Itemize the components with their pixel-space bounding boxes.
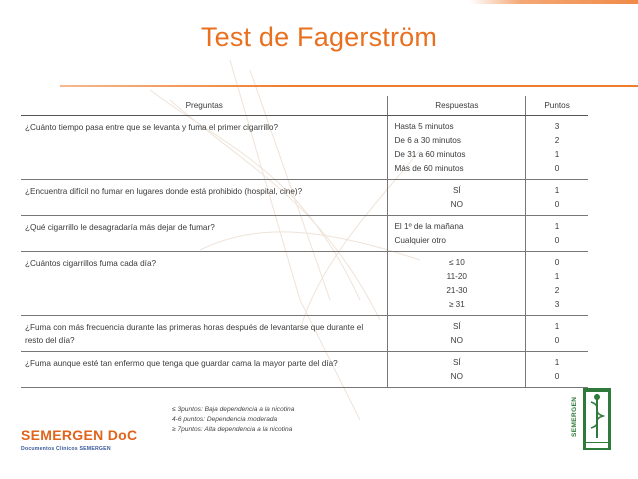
table-row [21, 116, 588, 180]
question-text: ¿Cuánto tiempo pasa entre que se levanta y fuma el primer cigarrillo? [25, 123, 279, 132]
answer-option: El 1º de la mañana [394, 222, 464, 231]
question-cell [21, 116, 388, 180]
answer-option: SÍ [452, 358, 461, 367]
top-accent-bar [470, 0, 638, 4]
table-row [21, 180, 588, 216]
question-text: ¿Encuentra difícil no fumar en lugares donde está prohibido (hospital, cine)? [25, 187, 303, 196]
points-value: 1 [554, 150, 560, 159]
answer-option: Más de 60 minutos [394, 164, 464, 173]
fagerstrom-table [21, 96, 588, 388]
answers-cell [388, 216, 526, 252]
answer-option: ≤ 10 [448, 258, 465, 267]
answers-cell [388, 316, 526, 352]
table-row [21, 216, 588, 252]
answer-option: 11-20 [446, 272, 467, 281]
answers-cell [388, 252, 526, 316]
question-text: ¿Fuma aunque esté tan enfermo que tenga que guardar cama la mayor parte del día? [25, 359, 338, 368]
answer-option: 21-30 [446, 286, 468, 295]
points-value: 2 [554, 136, 560, 145]
points-cell [526, 352, 588, 388]
semergen-doc-subtitle: Documentos Clínicos SEMERGEN [21, 446, 111, 452]
question-text: ¿Fuma con más frecuencia durante las primeras horas después de levantarse que durante el resto del día? [25, 323, 364, 345]
answers-cell [388, 116, 526, 180]
points-value: 0 [554, 200, 560, 209]
points-value: 3 [554, 122, 560, 131]
table-row [21, 316, 588, 352]
table-row [21, 252, 588, 316]
points-value: 0 [554, 236, 560, 245]
legend-high: ≥ 7puntos: Alta dependencia a la nicotina [172, 426, 293, 433]
points-value: 0 [554, 372, 560, 381]
points-cell [526, 180, 588, 216]
header-points: Puntos [526, 96, 588, 116]
semergen-emblem-icon [583, 388, 611, 450]
points-value: 0 [554, 258, 560, 267]
side-logo-word: SEMERGEN [571, 396, 578, 438]
answer-option: SÍ [452, 186, 461, 195]
points-value: 1 [554, 186, 560, 195]
answers-cell [388, 352, 526, 388]
answer-option: SÍ [452, 322, 461, 331]
answer-option: Hasta 5 minutos [394, 122, 454, 131]
question-text: ¿Qué cigarrillo le desagradaría más dejar de fumar? [25, 223, 215, 232]
question-text: ¿Cuántos cigarrillos fuma cada día? [25, 259, 157, 268]
points-value: 1 [554, 222, 560, 231]
points-cell [526, 116, 588, 180]
points-value: 1 [554, 322, 560, 331]
points-value: 2 [554, 286, 560, 295]
legend-low: ≤ 3puntos: Baja dependencia a la nicotina [172, 406, 295, 413]
answer-option: NO [450, 336, 463, 345]
points-value: 3 [554, 300, 560, 309]
score-legend [172, 405, 294, 435]
answer-option: ≥ 31 [448, 300, 465, 309]
points-cell [526, 216, 588, 252]
answer-option: De 31 a 60 minutos [394, 150, 466, 159]
table-body [21, 116, 588, 388]
answers-cell [388, 180, 526, 216]
points-value: 0 [554, 164, 560, 173]
table-header-row [21, 96, 588, 116]
question-cell [21, 316, 388, 352]
question-cell [21, 216, 388, 252]
semergen-doc-logo: SEMERGEN DoC [21, 427, 138, 443]
answer-option: De 6 a 30 minutos [394, 136, 461, 145]
answer-option: NO [450, 200, 463, 209]
answer-option: NO [450, 372, 463, 381]
points-value: 1 [554, 358, 560, 367]
page-title: Test de Fagerström [200, 22, 438, 52]
title-rule [60, 85, 638, 87]
legend-moderate: 4-6 puntos: Dependencia moderada [172, 416, 278, 423]
points-value: 1 [554, 272, 560, 281]
answer-option: Cualquier otro [394, 236, 446, 245]
question-cell [21, 352, 388, 388]
header-questions: Preguntas [21, 96, 388, 116]
question-cell [21, 252, 388, 316]
points-cell [526, 252, 588, 316]
header-answers: Respuestas [388, 96, 526, 116]
points-cell [526, 316, 588, 352]
question-cell [21, 180, 388, 216]
points-value: 0 [554, 336, 560, 345]
table-row [21, 352, 588, 388]
